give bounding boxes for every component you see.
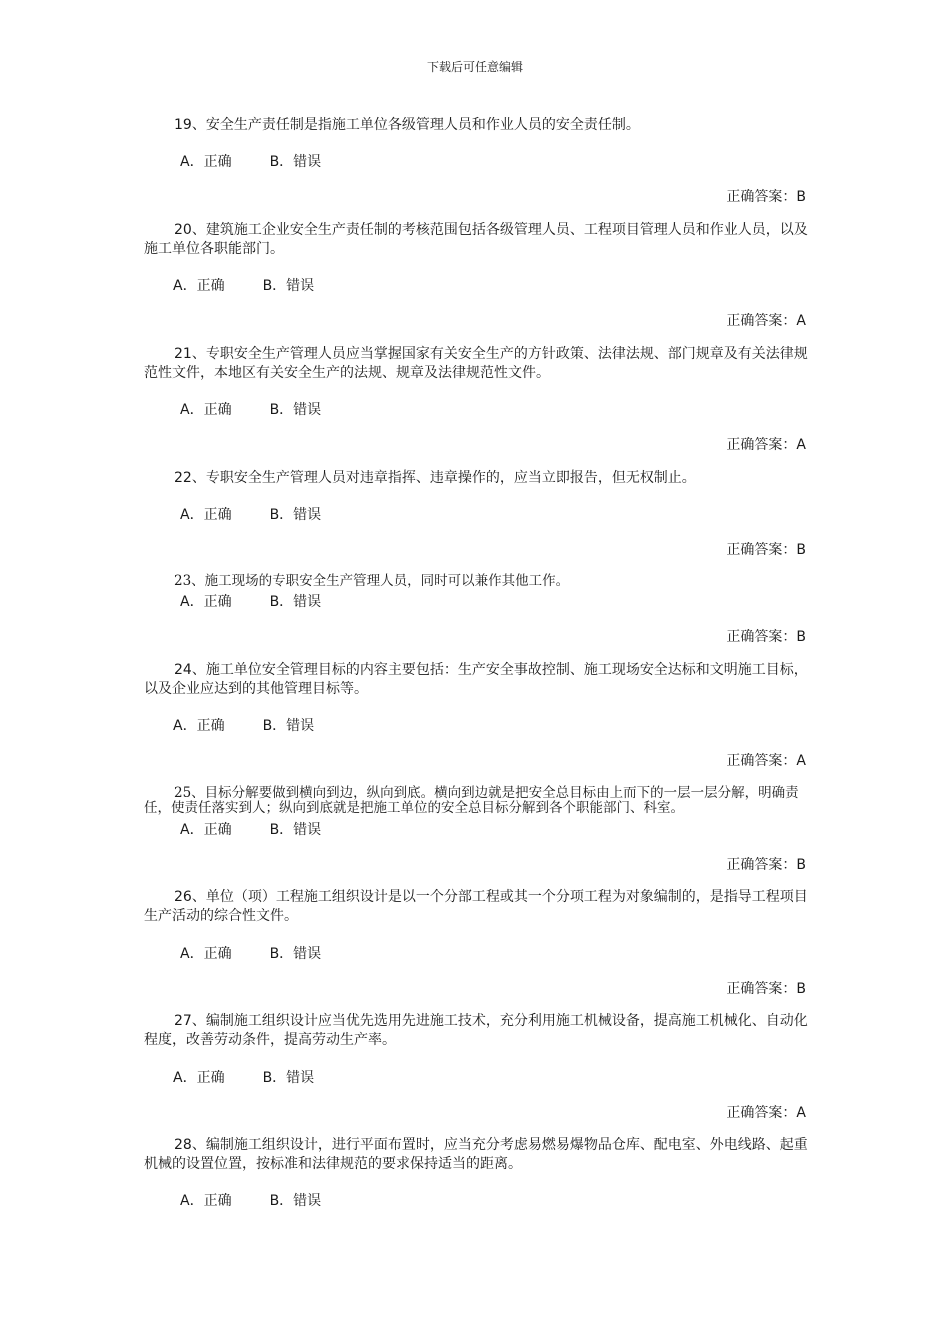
option-b: B．错误	[262, 718, 315, 734]
answer-23: 正确答案：B	[726, 629, 806, 645]
options-27	[173, 1067, 314, 1087]
option-b: B．错误	[269, 1193, 322, 1209]
option-b: B．错误	[262, 1070, 315, 1086]
question-28: 28、编制施工组织设计，进行平面布置时，应当充分考虑易燃易爆物品仓库、配电室、外电线路、起重机械的设置位置，按标准和法律规范的要求保持适当的距离。	[144, 1137, 808, 1172]
answer-26: 正确答案：B	[726, 981, 806, 997]
option-b: B．错误	[269, 402, 322, 418]
answer-19: 正确答案：B	[726, 189, 806, 205]
option-a: A．正确	[180, 507, 232, 523]
answer-25: 正确答案：B	[726, 857, 806, 873]
question-27: 27、编制施工组织设计应当优先选用先进施工技术，充分利用施工机械设备，提高施工机械化、自动化程度，改善劳动条件，提高劳动生产率。	[144, 1013, 808, 1048]
option-a: A．正确	[180, 822, 232, 838]
option-a: A．正确	[180, 946, 232, 962]
options-22	[180, 504, 321, 524]
option-a: A．正确	[173, 1070, 225, 1086]
option-a: A．正确	[173, 718, 225, 734]
options-20	[173, 275, 314, 295]
option-a: A．正确	[180, 402, 232, 418]
question-20: 20、建筑施工企业安全生产责任制的考核范围包括各级管理人员、工程项目管理人员和作业人员，以及施工单位各职能部门。	[144, 222, 808, 257]
option-b: B．错误	[269, 154, 322, 170]
option-a: A．正确	[180, 1193, 232, 1209]
option-a: A．正确	[173, 278, 225, 294]
question-26: 26、单位（项）工程施工组织设计是以一个分部工程或其一个分项工程为对象编制的，是指导工程项目生产活动的综合性文件。	[144, 889, 808, 924]
answer-27: 正确答案：A	[726, 1105, 806, 1121]
answer-22: 正确答案：B	[726, 542, 806, 558]
option-a: A．正确	[180, 594, 232, 610]
options-19	[180, 151, 321, 171]
option-b: B．错误	[262, 278, 315, 294]
option-b: B．错误	[269, 822, 322, 838]
options-28	[180, 1190, 321, 1210]
question-25: 25、目标分解要做到横向到边，纵向到底。横向到边就是把安全总目标由上而下的一层一层分解，明确责任，使责任落实到人；纵向到底就是把施工单位的安全总目标分解到各个职能部门、科室。	[144, 785, 799, 816]
options-25	[180, 819, 321, 839]
option-a: A．正确	[180, 154, 232, 170]
options-24	[173, 715, 314, 735]
options-21	[180, 399, 321, 419]
question-23: 23、施工现场的专职安全生产管理人员，同时可以兼作其他工作。	[174, 573, 570, 589]
option-b: B．错误	[269, 594, 322, 610]
option-b: B．错误	[269, 946, 322, 962]
question-19: 19、安全生产责任制是指施工单位各级管理人员和作业人员的安全责任制。	[174, 117, 640, 133]
question-22: 22、专职安全生产管理人员对违章指挥、违章操作的，应当立即报告，但无权制止。	[174, 470, 696, 486]
answer-20: 正确答案：A	[726, 313, 806, 329]
options-23	[180, 591, 321, 611]
answer-21: 正确答案：A	[726, 437, 806, 453]
options-26	[180, 943, 321, 963]
page-header: 下载后可任意编辑	[426, 60, 523, 74]
answer-24: 正确答案：A	[726, 753, 806, 769]
question-21: 21、专职安全生产管理人员应当掌握国家有关安全生产的方针政策、法律法规、部门规章及有关法律规范性文件，本地区有关安全生产的法规、规章及法律规范性文件。	[144, 346, 808, 381]
option-b: B．错误	[269, 507, 322, 523]
question-24: 24、施工单位安全管理目标的内容主要包括：生产安全事故控制、施工现场安全达标和文明施工目标，以及企业应达到的其他管理目标等。	[144, 662, 808, 697]
